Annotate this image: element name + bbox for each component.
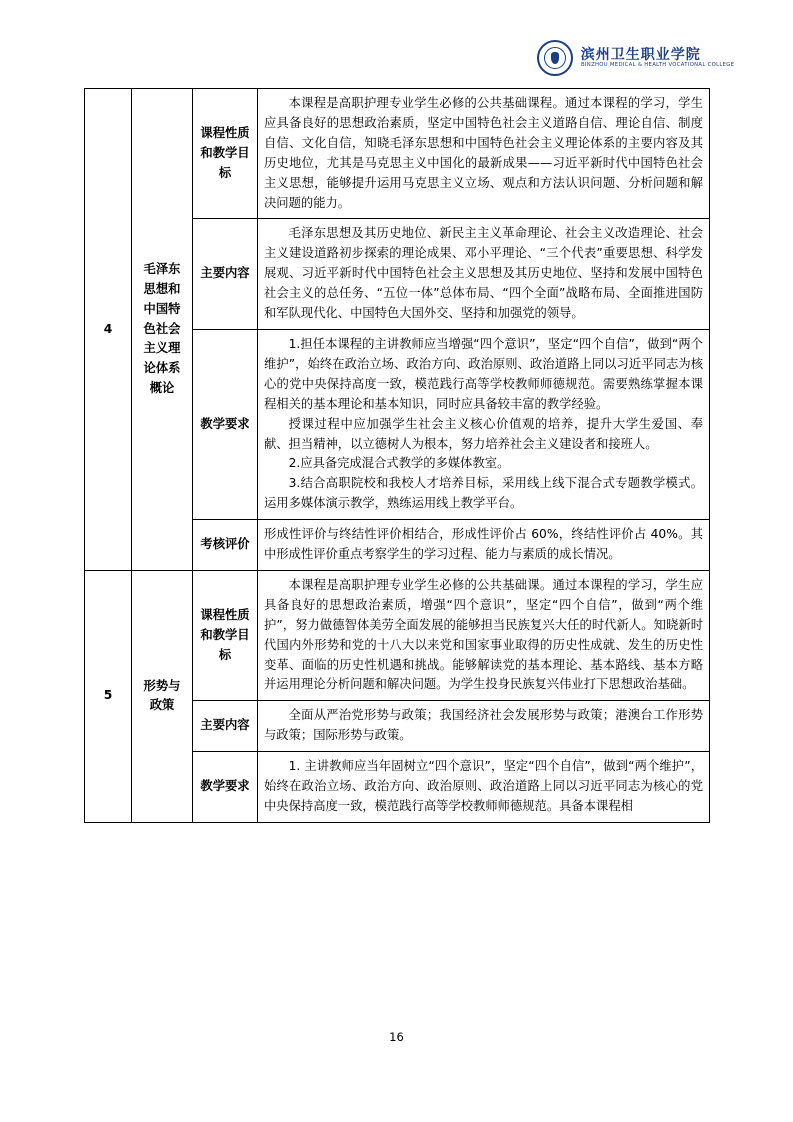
row-number: 5: [85, 570, 132, 822]
section-content: [258, 701, 710, 752]
section-content: [258, 570, 710, 700]
section-content: [258, 89, 710, 219]
paragraph: 2.应具备完成混合式教学的多媒体教室。: [288, 456, 510, 471]
section-label: 考核评价: [193, 520, 258, 571]
course-table: [84, 88, 710, 823]
table-row: [85, 89, 710, 219]
college-logo: [537, 40, 735, 76]
course-name: 毛泽东思想和中国特色社会主义理论体系概论: [132, 89, 193, 571]
section-content: [258, 219, 710, 330]
section-content: [258, 520, 710, 571]
section-label: 主要内容: [193, 701, 258, 752]
college-logo-text: [580, 46, 735, 69]
college-name-cn: 滨州卫生职业学院: [580, 46, 701, 63]
college-seal-icon: [537, 40, 573, 76]
paragraph: 形成性评价与终结性评价相结合，形成性评价占 60%，终结性评价占 40%。其中形成性评价重点考察学生的学习过程、能力与素质的成长情况。: [264, 527, 703, 562]
section-label: 课程性质和教学目标: [193, 89, 258, 219]
course-table-wrapper: [84, 88, 710, 823]
section-label: 教学要求: [193, 329, 258, 519]
paragraph: 本课程是高职护理专业学生必修的公共基础课程。通过本课程的学习，学生应具备良好的思想政治素质，坚定中国特色社会主义道路自信、理论自信、制度自信、文化自信，知晓毛泽东思想和中国特色社会主义理论体系的主要内容及其历史地位，尤其是马克思主义中国化的最新成果——习近平新时代中国特色社会主义思想，能够提升运用马克思主义立场、观点和方法认识问题、分析问题和解决问题的能力。: [264, 96, 703, 210]
section-content: [258, 752, 710, 823]
paragraph: 3.结合高职院校和我校人才培养目标，采用线上线下混合式专题教学模式。运用多媒体演示教学，熟练运用线上教学平台。: [264, 476, 703, 511]
section-label: 主要内容: [193, 219, 258, 330]
paragraph: 1. 主讲教师应当年固树立“四个意识”，坚定“四个自信”，做到“两个维护”，始终在政治立场、政治方向、政治原则、政治道路上同以习近平同志为核心的党中央保持高度一致，模范践行高等学校教师师德规范。具备本课程相: [264, 759, 703, 813]
college-name-en: BINZHOU MEDICAL & HEALTH VOCATIONAL COLLEGE: [580, 62, 735, 69]
row-number: 4: [85, 89, 132, 571]
paragraph: 毛泽东思想及其历史地位、新民主主义革命理论、社会主义改造理论、社会主义建设道路初步探索的理论成果、邓小平理论、“三个代表”重要思想、科学发展观、习近平新时代中国特色社会主义思想及其历史地位、坚持和发展中国特色社会主义的总任务、“五位一体”总体布局、“四个全面”战略布局、全面推进国防和军队现代化、中国特色大国外交、坚持和加强党的领导。: [264, 226, 703, 321]
paragraph: 授课过程中应加强学生社会主义核心价值观的培养，提升大学生爱国、奉献、担当精神，以立德树人为根本，努力培养社会主义建设者和接班人。: [264, 416, 703, 451]
paragraph: 本课程是高职护理专业学生必修的公共基础课。通过本课程的学习，学生应具备良好的思想政治素质，增强“四个意识”，坚定“四个自信”，做到“两个维护”，努力做德智体美劳全面发展的能够担当民族复兴大任的时代新人。知晓新时代国内外形势和党的十八大以来党和国家事业取得的历史性成就、发生的历史性变革、面临的历史性机遇和挑战。能够解读党的基本理论、基本路线、基本方略并运用理论分析问题和解决问题。为学生投身民族复兴伟业打下思想政治基础。: [264, 577, 703, 692]
section-content: [258, 329, 710, 519]
section-label: 教学要求: [193, 752, 258, 823]
paragraph: 1.担任本课程的主讲教师应当增强“四个意识”，坚定“四个自信”，做到“两个维护”，始终在政治立场、政治方向、政治原则、政治道路上同以习近平同志为核心的党中央保持高度一致，模范践行高等学校教师师德规范。需要熟练掌握本课程相关的基本理论和基本知识，同时应具备较丰富的教学经验。: [264, 336, 703, 411]
page-number: 16: [389, 1030, 404, 1044]
course-name: 形势与政策: [132, 570, 193, 822]
paragraph: 全面从严治党形势与政策；我国经济社会发展形势与政策；港澳台工作形势与政策；国际形势与政策。: [264, 708, 703, 743]
section-label: 课程性质和教学目标: [193, 570, 258, 700]
table-row: [85, 570, 710, 700]
